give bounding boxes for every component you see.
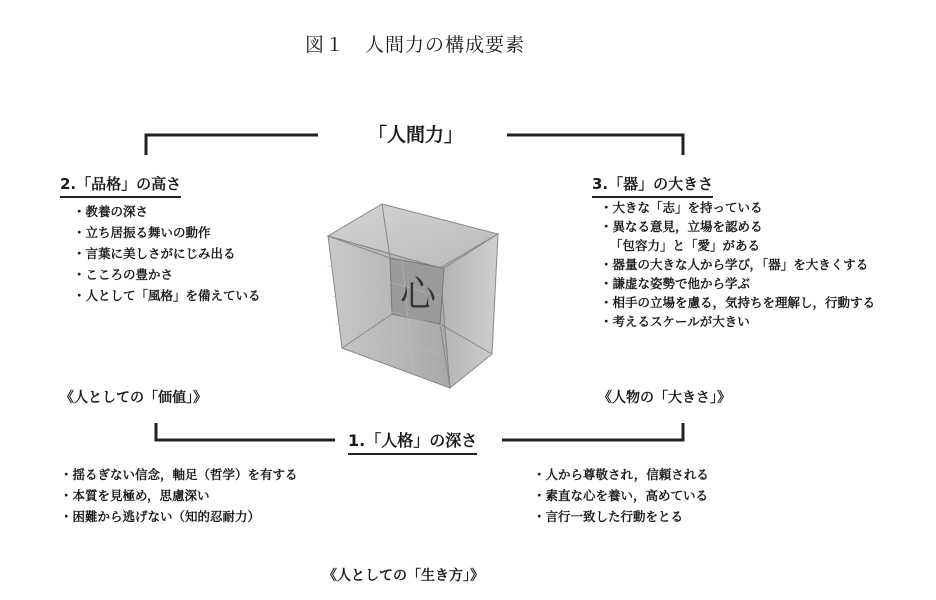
hinkaku-caption: 《人としての「価値」》 bbox=[60, 390, 207, 406]
list-item: ・教養の深さ bbox=[73, 204, 149, 219]
figure-title: 図１ 人間力の構成要素 bbox=[305, 34, 526, 56]
center-title: 「人間力」 bbox=[368, 124, 464, 146]
list-item: ・立ち居振る舞いの動作 bbox=[73, 225, 211, 240]
list-item: ・揺るぎない信念，軸足（哲学）を有する bbox=[60, 467, 298, 482]
list-item: ・人として「風格」を備えている bbox=[73, 288, 261, 303]
cube-label: 心 bbox=[400, 274, 437, 315]
hinkaku-heading: 2.「品格」の高さ bbox=[60, 173, 181, 198]
list-item: ・謙虚な姿勢で他から学ぶ bbox=[600, 276, 751, 291]
heart-cube-graphic bbox=[322, 196, 502, 396]
list-item: ・こころの豊かさ bbox=[73, 267, 174, 282]
utsuwa-list bbox=[600, 198, 875, 331]
bottom-right-bracket bbox=[502, 423, 683, 440]
list-item: ・人から尊敬され，信頼される bbox=[533, 467, 709, 482]
list-item: ・言葉に美しさがにじみ出る bbox=[73, 246, 236, 261]
list-item: ・素直な心を養い，高めている bbox=[533, 488, 709, 503]
list-item: ・言行一致した行動をとる bbox=[533, 509, 684, 524]
utsuwa-caption: 《人物の「大きさ」》 bbox=[598, 390, 731, 406]
list-item: 「包容力」と「愛」がある bbox=[610, 238, 761, 253]
list-item: ・相手の立場を慮る，気持ちを理解し，行動する bbox=[600, 295, 876, 310]
top-left-bracket bbox=[146, 135, 318, 155]
jinkaku-right-list bbox=[533, 464, 709, 527]
bottom-left-bracket bbox=[156, 423, 335, 440]
list-item: ・本質を見極め，思慮深い bbox=[60, 488, 210, 503]
list-item: ・器量の大きな人から学び，「器」を大きくする bbox=[600, 257, 869, 272]
list-item: ・考えるスケールが大きい bbox=[600, 314, 750, 329]
list-item: ・異なる意見，立場を認める bbox=[600, 219, 763, 234]
utsuwa-heading: 3.「器」の大きさ bbox=[592, 173, 713, 198]
list-item: ・困難から逃げない（知的忍耐力） bbox=[60, 509, 261, 524]
jinkaku-left-list bbox=[60, 464, 298, 527]
jinkaku-heading: 1.「人格」の深さ bbox=[348, 428, 477, 455]
jinkaku-caption: 《人としての「生き方」》 bbox=[323, 568, 484, 584]
top-right-bracket bbox=[507, 135, 683, 155]
hinkaku-list bbox=[73, 201, 261, 306]
list-item: ・大きな「志」を持っている bbox=[600, 200, 763, 215]
